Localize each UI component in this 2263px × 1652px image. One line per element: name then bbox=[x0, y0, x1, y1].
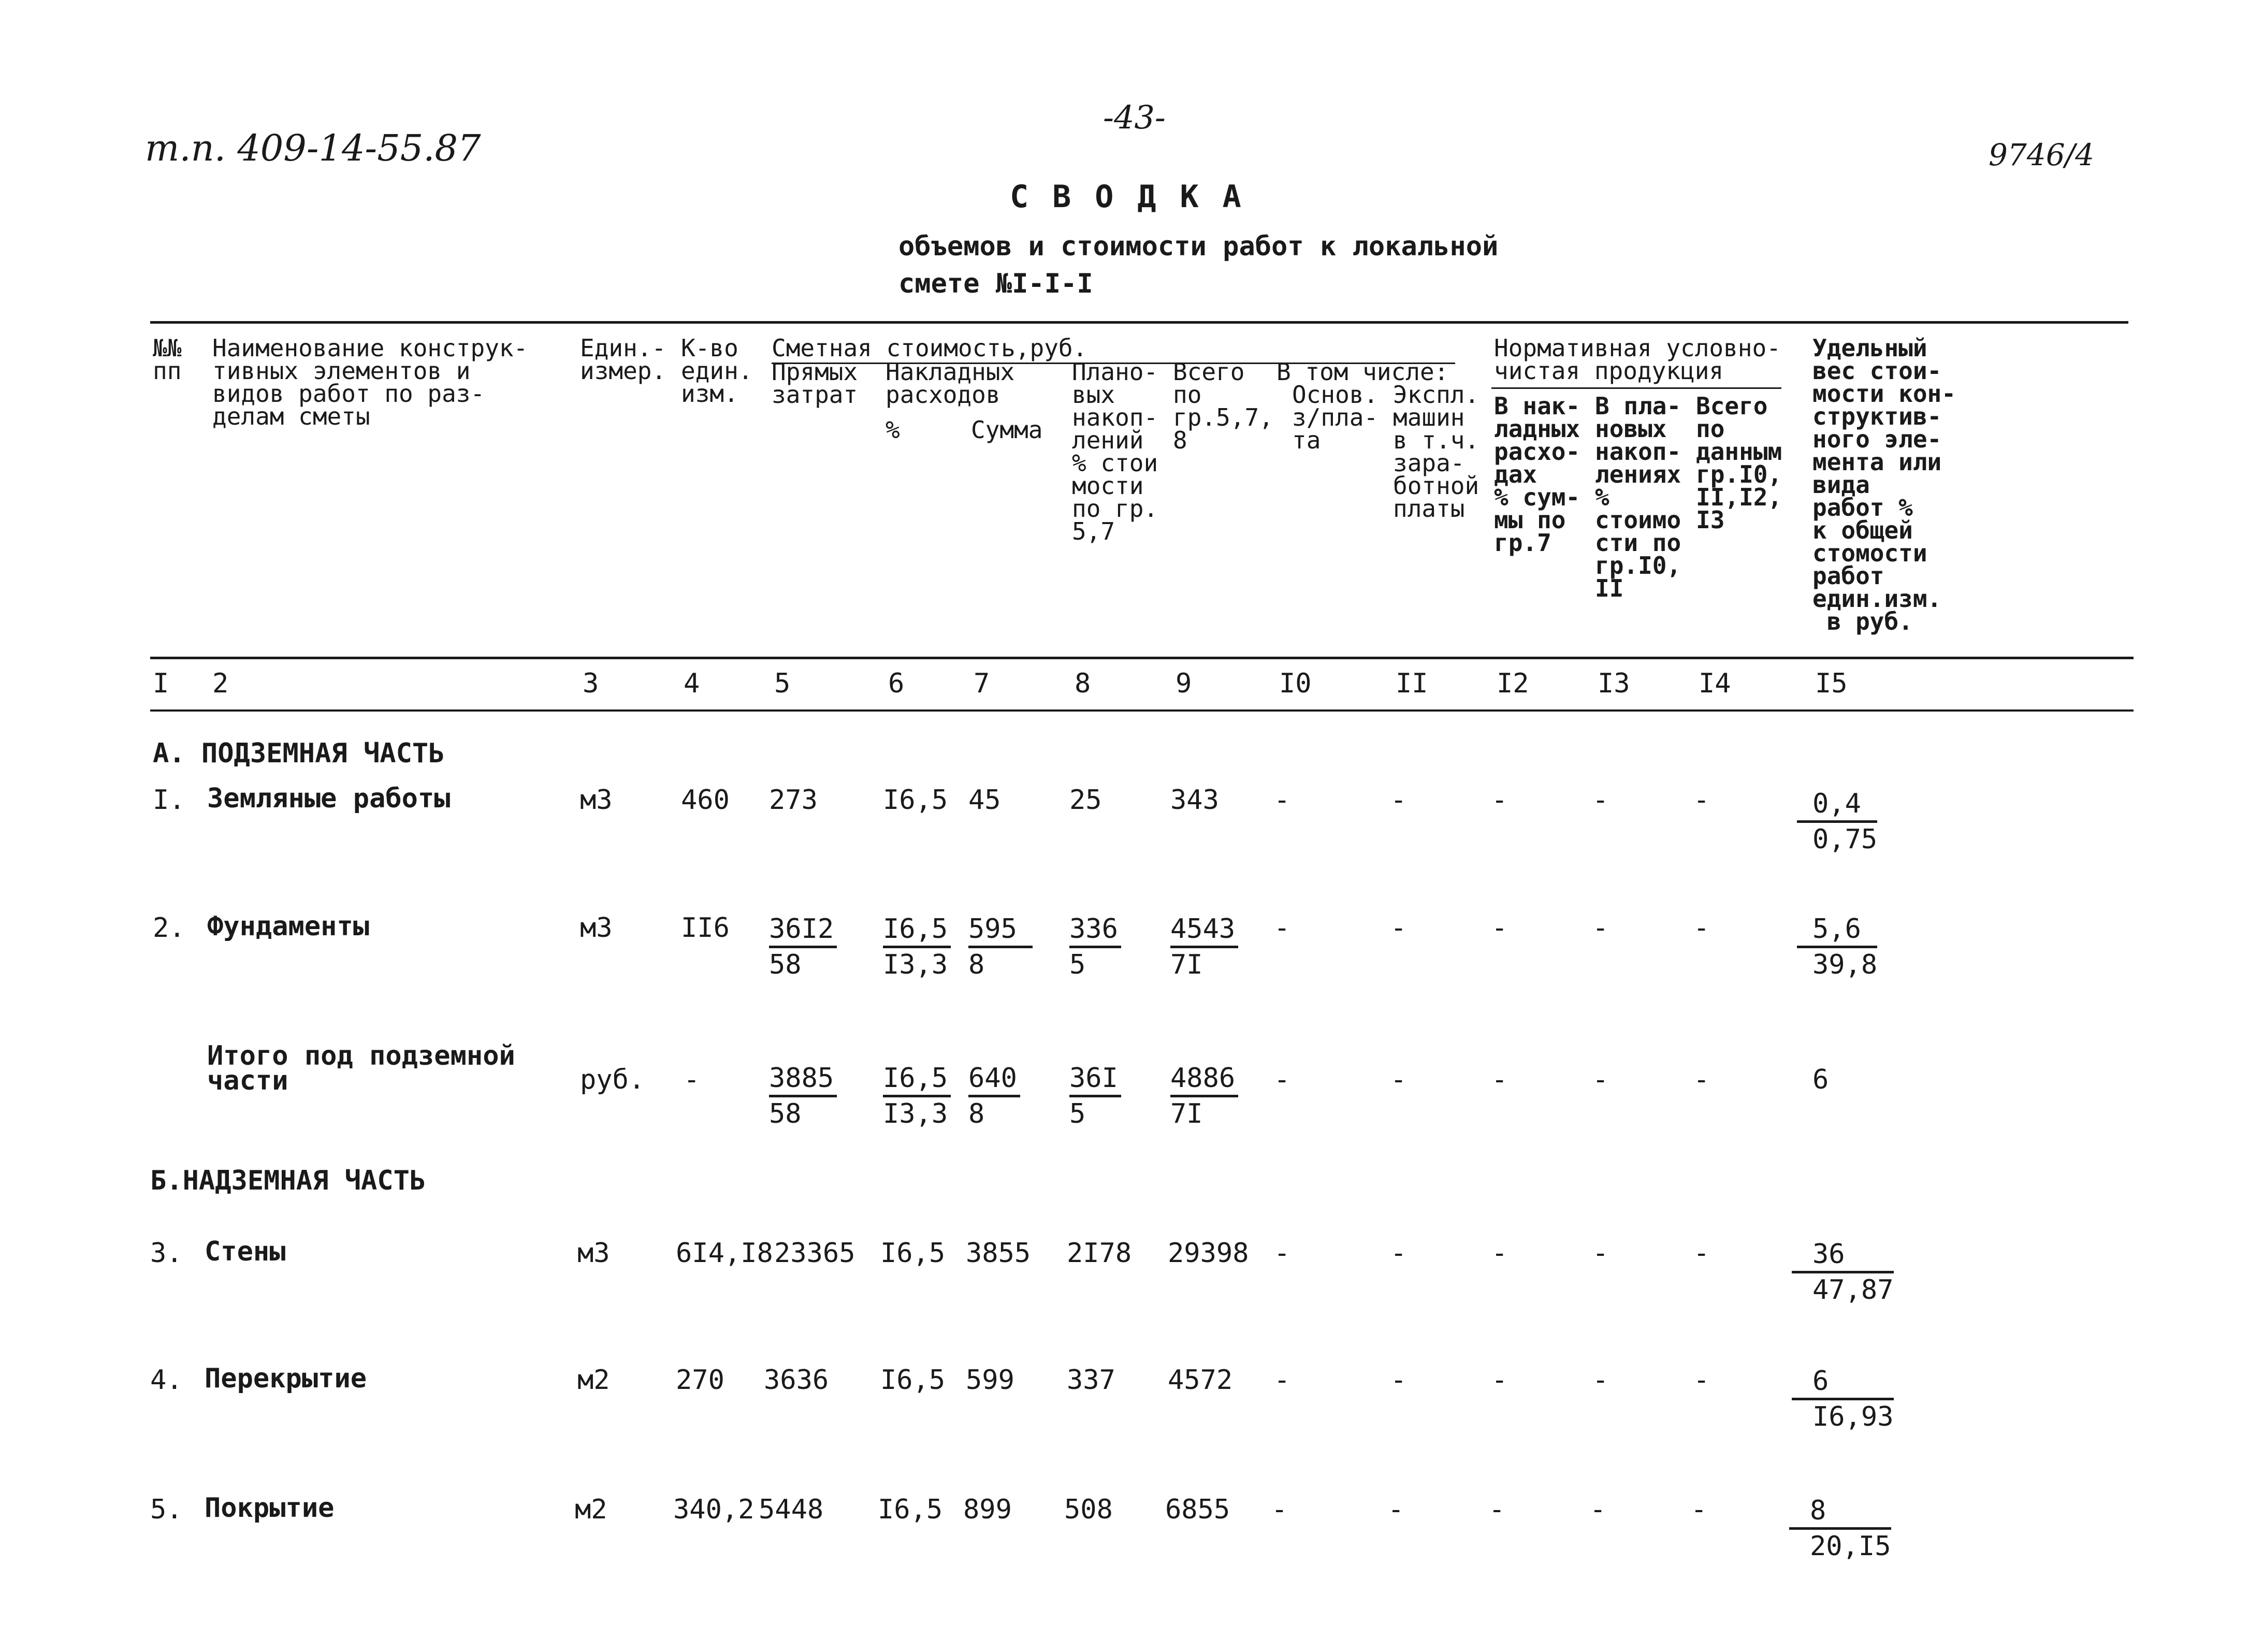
specific-weight bbox=[1792, 1238, 1894, 1307]
unit: руб. bbox=[580, 1064, 645, 1095]
overhead-percent: I6,5 bbox=[880, 1365, 946, 1396]
planned-savings bbox=[1069, 1062, 1121, 1131]
norm-in-planned-savings: - bbox=[1592, 1365, 1609, 1396]
unit: м2 bbox=[577, 1365, 610, 1396]
header-estimated-cost-group: Сметная стоимость,руб. bbox=[772, 334, 1087, 362]
overhead-percent: I6,5 bbox=[878, 1494, 943, 1525]
item-name: Фундаменты bbox=[207, 911, 370, 942]
norm-group-underline bbox=[1491, 387, 1781, 389]
norm-total: - bbox=[1693, 1365, 1710, 1396]
column-number-11: II bbox=[1396, 668, 1428, 699]
specific-weight-top: 8 bbox=[1789, 1494, 1891, 1530]
norm-in-overhead: - bbox=[1491, 1064, 1508, 1095]
column-number-2: 2 bbox=[212, 668, 229, 699]
header-planned-savings: Плано- вых накоп- лений % стои мости по гр. 5,7 bbox=[1072, 358, 1158, 545]
column-numbers-rule bbox=[150, 709, 2134, 712]
overhead-percent: I6,5 bbox=[883, 785, 948, 816]
item-name: Перекрытие bbox=[205, 1363, 367, 1394]
planned-savings-bottom: 5 bbox=[1069, 949, 1086, 980]
norm-total: - bbox=[1691, 1494, 1707, 1525]
specific-weight-bottom: 47,87 bbox=[1812, 1274, 1894, 1306]
row-number: 4. bbox=[150, 1365, 183, 1396]
overhead-sum: 899 bbox=[963, 1494, 1012, 1525]
overhead-sum: 3855 bbox=[966, 1238, 1031, 1269]
column-number-9: 9 bbox=[1176, 668, 1192, 699]
base-wages: - bbox=[1274, 1365, 1290, 1396]
section-underground: А. ПОДЗЕМНАЯ ЧАСТЬ bbox=[153, 738, 445, 769]
direct-costs bbox=[769, 1062, 837, 1131]
total-bottom: 7I bbox=[1170, 1098, 1203, 1129]
page-title: СВОДКА bbox=[1010, 179, 1265, 215]
total: 343 bbox=[1170, 785, 1219, 816]
header-row-number: №№ пп bbox=[153, 334, 182, 385]
overhead-percent-bottom: I3,3 bbox=[883, 1098, 948, 1129]
unit: м3 bbox=[580, 785, 613, 816]
header-bottom-rule bbox=[150, 657, 2134, 659]
overhead-percent bbox=[883, 1062, 951, 1131]
norm-in-planned-savings: - bbox=[1592, 1064, 1609, 1095]
page-number: -43- bbox=[1103, 98, 1166, 136]
specific-weight-top: 6 bbox=[1792, 1365, 1894, 1400]
norm-total: - bbox=[1693, 1238, 1710, 1269]
row-number: 3. bbox=[150, 1238, 183, 1269]
specific-weight-top: 5,6 bbox=[1797, 912, 1877, 948]
header-direct-costs: Прямых затрат bbox=[772, 358, 858, 409]
norm-total: - bbox=[1693, 1064, 1710, 1095]
row-number: I. bbox=[153, 785, 185, 816]
header-machine-operation: Экспл. машин в т.ч. зара- ботной платы bbox=[1393, 381, 1479, 523]
quantity: 460 bbox=[681, 785, 730, 816]
direct-costs: 5448 bbox=[759, 1494, 824, 1525]
total: 29398 bbox=[1168, 1238, 1249, 1269]
unit: м2 bbox=[575, 1494, 607, 1525]
overhead-sum-bottom: 8 bbox=[968, 949, 985, 980]
header-item-name: Наименование конструк- тивных элементов и видов работ по раз- делам сметы bbox=[212, 334, 528, 430]
subtitle-line-2: смете №I-I-I bbox=[898, 268, 1093, 299]
header-total: Всего по гр.5,7, 8 bbox=[1173, 358, 1273, 454]
column-number-10: I0 bbox=[1279, 668, 1312, 699]
page-subtitle bbox=[898, 228, 1498, 302]
header-specific-weight: Удельный вес стои- мости кон- структив- ного эле- мента или вида работ % к общей стомости работ един.изм. в руб. bbox=[1812, 334, 1956, 635]
base-wages: - bbox=[1271, 1494, 1288, 1525]
header-normative-output-group: Нормативная условно- чистая продукция bbox=[1494, 334, 1781, 385]
total: 6855 bbox=[1165, 1494, 1230, 1525]
header-overhead-group: Накладных расходов bbox=[886, 358, 1015, 409]
header-including-group: В том числе: bbox=[1276, 358, 1449, 386]
column-number-6: 6 bbox=[888, 668, 905, 699]
specific-weight-top: 0,4 bbox=[1797, 787, 1877, 823]
document-reference: т.п. 409-14-55.87 bbox=[145, 127, 481, 169]
total bbox=[1170, 1062, 1238, 1131]
machine-operation: - bbox=[1388, 1494, 1404, 1525]
header-quantity: К-во един. изм. bbox=[681, 334, 753, 408]
overhead-percent-top: I6,5 bbox=[883, 1062, 951, 1097]
column-number-13: I3 bbox=[1598, 668, 1630, 699]
header-base-wages: Основ. з/пла- та bbox=[1292, 381, 1379, 454]
overhead-sum-top: 640 bbox=[968, 1062, 1020, 1097]
direct-costs-bottom: 58 bbox=[769, 1098, 802, 1129]
norm-in-overhead: - bbox=[1491, 1365, 1508, 1396]
specific-weight-bottom: 0,75 bbox=[1812, 824, 1878, 855]
subtitle-line-1: объемов и стоимости работ к локальной bbox=[898, 231, 1499, 262]
planned-savings-bottom: 5 bbox=[1069, 1098, 1086, 1129]
total-top: 4886 bbox=[1170, 1062, 1238, 1097]
quantity: 270 bbox=[676, 1365, 724, 1396]
item-name: Земляные работы bbox=[207, 783, 451, 814]
quantity: 340,2 bbox=[673, 1494, 755, 1525]
specific-weight bbox=[1797, 912, 1877, 981]
planned-savings-top: 36I bbox=[1069, 1062, 1121, 1097]
overhead-sum: 599 bbox=[966, 1365, 1014, 1396]
row-number: 5. bbox=[150, 1494, 183, 1525]
quantity: - bbox=[684, 1064, 700, 1095]
norm-total: - bbox=[1693, 912, 1710, 944]
overhead-percent bbox=[883, 912, 951, 981]
overhead-percent: I6,5 bbox=[880, 1238, 946, 1269]
norm-in-planned-savings: - bbox=[1592, 1238, 1609, 1269]
norm-in-planned-savings: - bbox=[1592, 785, 1609, 816]
specific-weight bbox=[1797, 787, 1877, 856]
row-number: 2. bbox=[153, 912, 185, 944]
planned-savings: 2I78 bbox=[1067, 1238, 1132, 1269]
planned-savings: 25 bbox=[1069, 785, 1102, 816]
column-number-7: 7 bbox=[974, 668, 990, 699]
overhead-sum bbox=[968, 1062, 1020, 1131]
norm-in-planned-savings: - bbox=[1590, 1494, 1606, 1525]
specific-weight bbox=[1789, 1494, 1891, 1563]
machine-operation: - bbox=[1390, 912, 1407, 944]
overhead-percent-bottom: I3,3 bbox=[883, 949, 948, 980]
planned-savings bbox=[1069, 912, 1121, 981]
direct-costs: 23365 bbox=[774, 1238, 855, 1269]
base-wages: - bbox=[1274, 785, 1290, 816]
header-overhead-percent: % bbox=[886, 416, 900, 444]
specific-weight-bottom: 20,I5 bbox=[1810, 1531, 1891, 1562]
norm-in-overhead: - bbox=[1491, 912, 1508, 944]
quantity: II6 bbox=[681, 912, 730, 944]
header-in-planned-savings: В пла- новых накоп- лениях % стоимо сти по гр.I0, II bbox=[1595, 392, 1681, 602]
direct-costs-top: 3885 bbox=[769, 1062, 837, 1097]
specific-weight: 6 bbox=[1812, 1064, 1829, 1095]
norm-in-overhead: - bbox=[1491, 1238, 1508, 1269]
column-number-3: 3 bbox=[583, 668, 599, 699]
overhead-sum: 45 bbox=[968, 785, 1001, 816]
overhead-sum-bottom: 8 bbox=[968, 1098, 985, 1129]
sheet-reference: 9746/4 bbox=[1989, 137, 2095, 172]
base-wages: - bbox=[1274, 1064, 1290, 1095]
header-total-by-data: Всего по данным гр.I0, II,I2, I3 bbox=[1696, 392, 1782, 534]
header-overhead-sum: Сумма bbox=[971, 416, 1043, 444]
unit: м3 bbox=[577, 1238, 610, 1269]
direct-costs-bottom: 58 bbox=[769, 949, 802, 980]
direct-costs: 273 bbox=[769, 785, 818, 816]
machine-operation: - bbox=[1390, 1365, 1407, 1396]
direct-costs bbox=[769, 912, 837, 981]
column-number-4: 4 bbox=[684, 668, 700, 699]
header-unit: Един.- измер. bbox=[580, 334, 666, 385]
column-number-8: 8 bbox=[1075, 668, 1091, 699]
item-name: Стены bbox=[205, 1236, 286, 1267]
overhead-percent-top: I6,5 bbox=[883, 912, 951, 948]
machine-operation: - bbox=[1390, 1064, 1407, 1095]
norm-in-planned-savings: - bbox=[1592, 912, 1609, 944]
base-wages: - bbox=[1274, 1238, 1290, 1269]
machine-operation: - bbox=[1390, 1238, 1407, 1269]
overhead-sum-top: 595 bbox=[968, 912, 1033, 948]
total-bottom: 7I bbox=[1170, 949, 1203, 980]
planned-savings: 337 bbox=[1067, 1365, 1115, 1396]
quantity: 6I4,I8 bbox=[676, 1238, 773, 1269]
column-number-5: 5 bbox=[774, 668, 791, 699]
planned-savings: 508 bbox=[1064, 1494, 1113, 1525]
norm-total: - bbox=[1693, 785, 1710, 816]
column-number-1: I bbox=[153, 668, 169, 699]
base-wages: - bbox=[1274, 912, 1290, 944]
unit: м3 bbox=[580, 912, 613, 944]
machine-operation: - bbox=[1390, 785, 1407, 816]
specific-weight-bottom: 39,8 bbox=[1812, 949, 1878, 980]
total-top: 4543 bbox=[1170, 912, 1238, 948]
specific-weight-top: 36 bbox=[1792, 1238, 1894, 1273]
column-number-12: I2 bbox=[1497, 668, 1529, 699]
direct-costs-top: 36I2 bbox=[769, 912, 837, 948]
specific-weight-bottom: I6,93 bbox=[1812, 1401, 1894, 1432]
norm-in-overhead: - bbox=[1489, 1494, 1505, 1525]
direct-costs: 3636 bbox=[764, 1365, 829, 1396]
overhead-sum bbox=[968, 912, 1033, 981]
column-number-14: I4 bbox=[1699, 668, 1731, 699]
section-aboveground: Б.НАДЗЕМНАЯ ЧАСТЬ bbox=[150, 1165, 426, 1196]
item-name: Покрытие bbox=[205, 1492, 335, 1524]
subtotal-name: Итого под подземной части bbox=[207, 1040, 515, 1096]
norm-in-overhead: - bbox=[1491, 785, 1508, 816]
table-top-rule bbox=[150, 321, 2128, 324]
planned-savings-top: 336 bbox=[1069, 912, 1121, 948]
total: 4572 bbox=[1168, 1365, 1233, 1396]
specific-weight bbox=[1792, 1365, 1894, 1433]
column-number-15: I5 bbox=[1815, 668, 1848, 699]
total bbox=[1170, 912, 1238, 981]
header-in-overhead: В нак- ладных расхо- дах % сум- мы по гр.7 bbox=[1494, 392, 1580, 557]
